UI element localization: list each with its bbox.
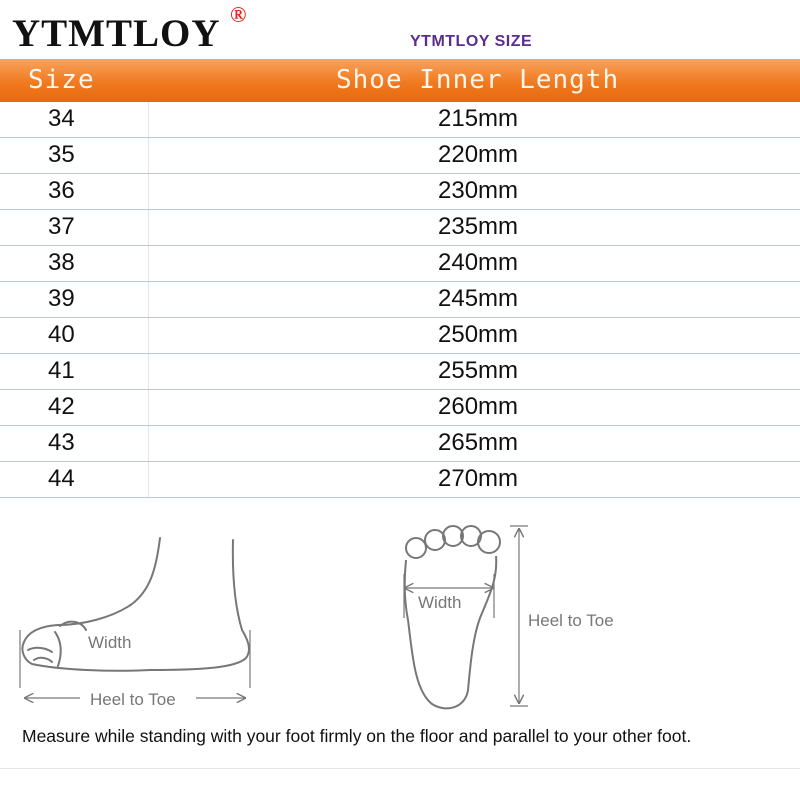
size-cell: 36 [48, 177, 75, 204]
brand-logo: YTMTLOY [12, 12, 221, 55]
length-cell: 260mm [438, 393, 519, 420]
table-row [0, 246, 800, 282]
size-cell: 38 [48, 249, 75, 276]
size-chart-title: YTMTLOY SIZE [410, 33, 533, 50]
size-cell: 37 [48, 213, 75, 240]
length-cell: 255mm [438, 357, 519, 384]
side-foot-diagram [22, 538, 249, 671]
length-cell: 240mm [438, 249, 519, 276]
length-cell: 220mm [438, 141, 519, 168]
top-heel-to-toe-label: Heel to Toe [528, 611, 614, 630]
divider [0, 768, 800, 769]
size-cell: 35 [48, 141, 75, 168]
table-row [0, 390, 800, 426]
table-row [0, 426, 800, 462]
table-row [0, 282, 800, 318]
table-row [0, 138, 800, 174]
table-row [0, 318, 800, 354]
size-cell: 40 [48, 321, 75, 348]
registered-mark: ® [230, 2, 247, 27]
length-cell: 235mm [438, 213, 519, 240]
table-row [0, 174, 800, 210]
side-heel-to-toe-label: Heel to Toe [90, 690, 176, 709]
table-row [0, 354, 800, 390]
size-cell: 42 [48, 393, 75, 420]
size-cell: 34 [48, 105, 75, 132]
table-row [0, 462, 800, 498]
size-cell: 41 [48, 357, 75, 384]
table-row [0, 102, 800, 138]
length-cell: 245mm [438, 285, 519, 312]
table-header [0, 59, 800, 102]
length-cell: 265mm [438, 429, 519, 456]
length-cell: 270mm [438, 465, 519, 492]
length-cell: 215mm [438, 105, 519, 132]
length-cell: 250mm [438, 321, 519, 348]
header-size: Size [28, 65, 95, 95]
top-foot-diagram [405, 526, 500, 708]
header-inner-length: Shoe Inner Length [336, 65, 620, 95]
top-width-label: Width [418, 593, 462, 612]
length-cell: 230mm [438, 177, 519, 204]
table-row [0, 210, 800, 246]
size-cell: 44 [48, 465, 75, 492]
size-table [0, 102, 800, 498]
side-width-label: Width [88, 633, 132, 652]
foot-measurement-illustration [0, 500, 800, 720]
size-cell: 43 [48, 429, 75, 456]
size-cell: 39 [48, 285, 75, 312]
measurement-instruction: Measure while standing with your foot firmly on the floor and parallel to your other foot. [22, 726, 692, 746]
